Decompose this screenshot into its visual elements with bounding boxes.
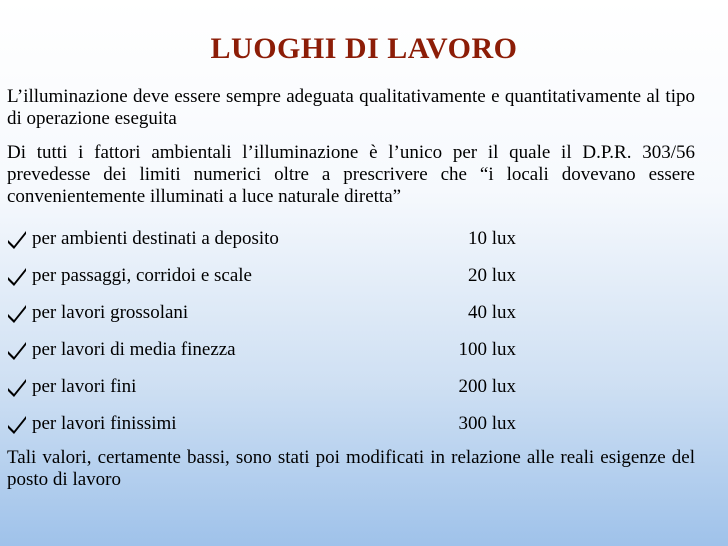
- check-icon: [6, 339, 28, 361]
- item-value: 40 lux: [467, 302, 516, 323]
- item-value: 20 lux: [467, 265, 516, 286]
- item-value: 10 lux: [467, 228, 516, 249]
- item-label: per lavori grossolani: [32, 302, 189, 323]
- check-icon: [6, 413, 28, 435]
- check-icon: [6, 228, 28, 250]
- item-label: per ambienti destinati a deposito: [32, 228, 279, 249]
- list-item: [6, 339, 706, 376]
- item-label: per passaggi, corridoi e scale: [32, 265, 252, 286]
- regulation-paragraph: Di tutti i fattori ambientali l’illuminazione è l’unico per il quale il D.P.R. 303/56 prevedesse dei limiti numerici oltre a prescrivere che “i locali dovevano essere convenientemente illuminati a luce naturale diretta”: [7, 142, 695, 207]
- item-value: 100 lux: [458, 339, 516, 360]
- lux-requirements-list: [6, 228, 706, 450]
- list-item: [6, 376, 706, 413]
- item-label: per lavori finissimi: [32, 413, 177, 434]
- item-label: per lavori fini: [32, 376, 137, 397]
- check-icon: [6, 376, 28, 398]
- closing-paragraph: Tali valori, certamente bassi, sono stati poi modificati in relazione alle reali esigenze del posto di lavoro: [7, 447, 695, 490]
- slide-title: LUOGHI DI LAVORO: [210, 32, 518, 65]
- list-item: [6, 302, 706, 339]
- list-item: [6, 265, 706, 302]
- item-label: per lavori di media finezza: [32, 339, 236, 360]
- item-value: 300 lux: [458, 413, 516, 434]
- check-icon: [6, 302, 28, 324]
- intro-paragraph: L’illuminazione deve essere sempre adeguata qualitativamente e quantitativamente al tipo di operazione eseguita: [7, 86, 695, 129]
- list-item: [6, 413, 706, 450]
- item-value: 200 lux: [458, 376, 516, 397]
- list-item: [6, 228, 706, 265]
- check-icon: [6, 265, 28, 287]
